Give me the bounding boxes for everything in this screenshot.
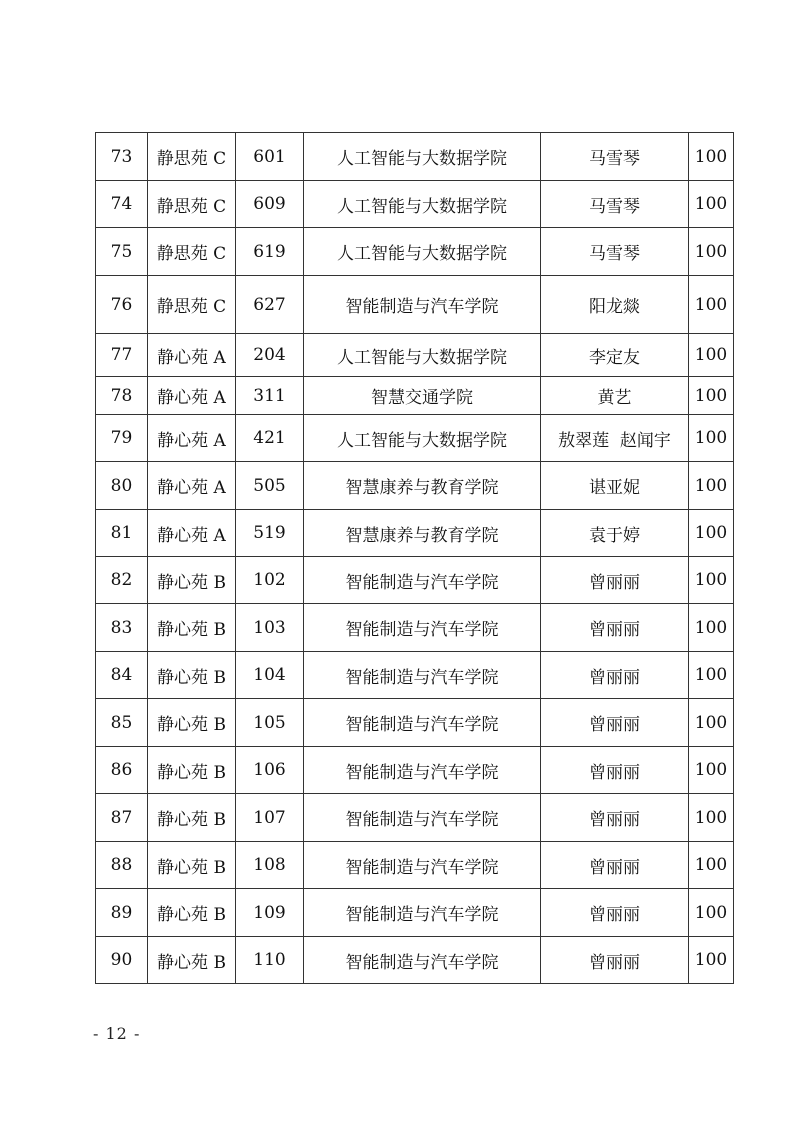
score-cell: 100 [689, 510, 734, 557]
table-row [96, 652, 734, 699]
building-cell: 静思苑 C [148, 276, 236, 334]
college-cell: 智能制造与汽车学院 [304, 652, 541, 699]
college-cell: 人工智能与大数据学院 [304, 133, 541, 181]
score-cell: 100 [689, 276, 734, 334]
row-number: 80 [96, 462, 148, 510]
table-row [96, 276, 734, 334]
score-cell: 100 [689, 181, 734, 228]
person-cell: 马雪琴 [541, 228, 689, 276]
room-cell: 204 [236, 334, 304, 377]
building-cell: 静心苑 B [148, 604, 236, 652]
person-cell: 曾丽丽 [541, 747, 689, 794]
row-number: 78 [96, 377, 148, 415]
table-row [96, 334, 734, 377]
college-cell: 智能制造与汽车学院 [304, 794, 541, 842]
table-row [96, 415, 734, 462]
person-cell: 曾丽丽 [541, 604, 689, 652]
score-cell: 100 [689, 937, 734, 984]
table-row [96, 747, 734, 794]
room-cell: 103 [236, 604, 304, 652]
score-cell: 100 [689, 889, 734, 937]
college-cell: 智能制造与汽车学院 [304, 276, 541, 334]
person-cell: 敖翠莲 赵闻宇 [541, 415, 689, 462]
building-cell: 静心苑 B [148, 794, 236, 842]
table-row [96, 510, 734, 557]
dormitory-score-table [95, 132, 734, 984]
college-cell: 智能制造与汽车学院 [304, 557, 541, 604]
score-cell: 100 [689, 228, 734, 276]
score-cell: 100 [689, 557, 734, 604]
college-cell: 智能制造与汽车学院 [304, 747, 541, 794]
score-cell: 100 [689, 699, 734, 747]
score-cell: 100 [689, 334, 734, 377]
building-cell: 静心苑 B [148, 937, 236, 984]
table-row [96, 604, 734, 652]
person-cell: 曾丽丽 [541, 889, 689, 937]
room-cell: 519 [236, 510, 304, 557]
building-cell: 静思苑 C [148, 228, 236, 276]
person-cell: 马雪琴 [541, 133, 689, 181]
room-cell: 609 [236, 181, 304, 228]
room-cell: 619 [236, 228, 304, 276]
college-cell: 智慧交通学院 [304, 377, 541, 415]
row-number: 73 [96, 133, 148, 181]
college-cell: 智能制造与汽车学院 [304, 937, 541, 984]
building-cell: 静思苑 C [148, 181, 236, 228]
score-cell: 100 [689, 462, 734, 510]
score-cell: 100 [689, 794, 734, 842]
college-cell: 智能制造与汽车学院 [304, 604, 541, 652]
college-cell: 智慧康养与教育学院 [304, 462, 541, 510]
person-cell: 李定友 [541, 334, 689, 377]
score-cell: 100 [689, 747, 734, 794]
room-cell: 311 [236, 377, 304, 415]
building-cell: 静心苑 B [148, 842, 236, 889]
table-row [96, 228, 734, 276]
row-number: 88 [96, 842, 148, 889]
room-cell: 104 [236, 652, 304, 699]
person-cell: 曾丽丽 [541, 652, 689, 699]
person-cell: 谌亚妮 [541, 462, 689, 510]
room-cell: 421 [236, 415, 304, 462]
table-row [96, 889, 734, 937]
person-cell: 袁于婷 [541, 510, 689, 557]
table-row [96, 794, 734, 842]
college-cell: 人工智能与大数据学院 [304, 181, 541, 228]
score-cell: 100 [689, 133, 734, 181]
row-number: 90 [96, 937, 148, 984]
person-cell: 曾丽丽 [541, 842, 689, 889]
table-row [96, 181, 734, 228]
building-cell: 静心苑 B [148, 747, 236, 794]
row-number: 87 [96, 794, 148, 842]
page-number: - 12 - [93, 1024, 141, 1043]
college-cell: 人工智能与大数据学院 [304, 415, 541, 462]
table-row [96, 133, 734, 181]
room-cell: 110 [236, 937, 304, 984]
college-cell: 智能制造与汽车学院 [304, 842, 541, 889]
person-cell: 曾丽丽 [541, 794, 689, 842]
score-cell: 100 [689, 415, 734, 462]
person-cell: 曾丽丽 [541, 557, 689, 604]
row-number: 76 [96, 276, 148, 334]
table-row [96, 377, 734, 415]
room-cell: 108 [236, 842, 304, 889]
room-cell: 107 [236, 794, 304, 842]
row-number: 89 [96, 889, 148, 937]
table-row [96, 842, 734, 889]
building-cell: 静思苑 C [148, 133, 236, 181]
score-cell: 100 [689, 604, 734, 652]
table-row [96, 462, 734, 510]
room-cell: 601 [236, 133, 304, 181]
room-cell: 505 [236, 462, 304, 510]
person-cell: 马雪琴 [541, 181, 689, 228]
person-cell: 黄艺 [541, 377, 689, 415]
room-cell: 106 [236, 747, 304, 794]
row-number: 85 [96, 699, 148, 747]
score-cell: 100 [689, 377, 734, 415]
room-cell: 105 [236, 699, 304, 747]
building-cell: 静心苑 B [148, 652, 236, 699]
building-cell: 静心苑 A [148, 334, 236, 377]
building-cell: 静心苑 A [148, 377, 236, 415]
building-cell: 静心苑 B [148, 699, 236, 747]
row-number: 74 [96, 181, 148, 228]
building-cell: 静心苑 B [148, 889, 236, 937]
row-number: 82 [96, 557, 148, 604]
person-cell: 曾丽丽 [541, 937, 689, 984]
building-cell: 静心苑 A [148, 510, 236, 557]
row-number: 83 [96, 604, 148, 652]
score-cell: 100 [689, 842, 734, 889]
building-cell: 静心苑 B [148, 557, 236, 604]
room-cell: 109 [236, 889, 304, 937]
college-cell: 智能制造与汽车学院 [304, 889, 541, 937]
building-cell: 静心苑 A [148, 462, 236, 510]
row-number: 77 [96, 334, 148, 377]
score-cell: 100 [689, 652, 734, 699]
row-number: 79 [96, 415, 148, 462]
college-cell: 人工智能与大数据学院 [304, 334, 541, 377]
college-cell: 人工智能与大数据学院 [304, 228, 541, 276]
row-number: 86 [96, 747, 148, 794]
row-number: 75 [96, 228, 148, 276]
college-cell: 智能制造与汽车学院 [304, 699, 541, 747]
building-cell: 静心苑 A [148, 415, 236, 462]
room-cell: 102 [236, 557, 304, 604]
person-cell: 阳龙燚 [541, 276, 689, 334]
table-row [96, 699, 734, 747]
person-cell: 曾丽丽 [541, 699, 689, 747]
room-cell: 627 [236, 276, 304, 334]
table-row [96, 937, 734, 984]
row-number: 84 [96, 652, 148, 699]
table-row [96, 557, 734, 604]
college-cell: 智慧康养与教育学院 [304, 510, 541, 557]
row-number: 81 [96, 510, 148, 557]
